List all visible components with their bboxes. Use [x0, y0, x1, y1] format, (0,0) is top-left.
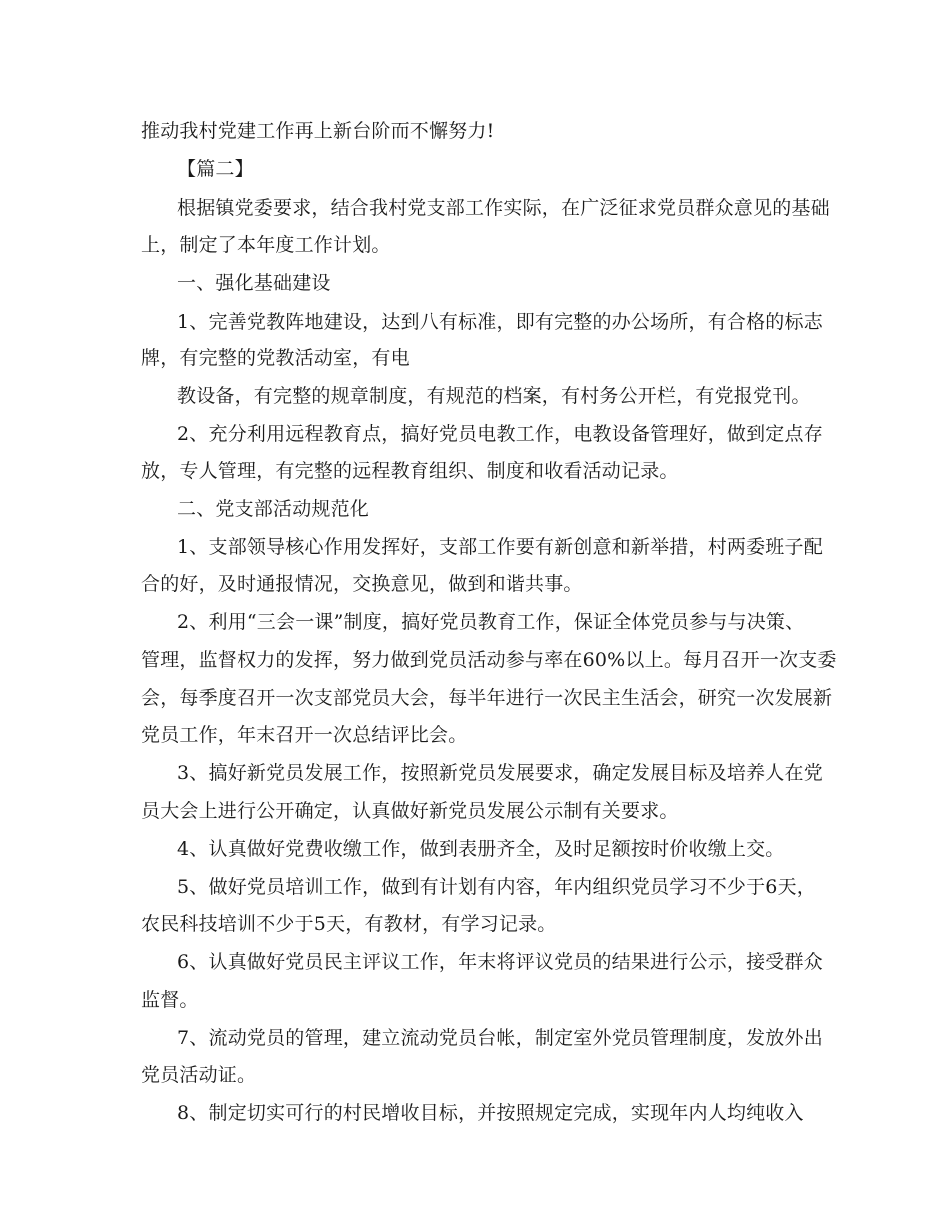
text-line: 7、流动党员的管理，建立流动党员台帐，制定室外党员管理制度，发放外出	[177, 1027, 823, 1049]
text-line: 党员活动证。	[141, 1064, 257, 1086]
text-line: 5、做好党员培训工作，做到有计划有内容，年内组织党员学习不少于6天，	[177, 876, 816, 898]
section-heading: 一、强化基础建设	[177, 272, 331, 294]
section-heading: 【篇二】	[177, 158, 254, 180]
section-heading: 二、党支部活动规范化	[177, 498, 370, 520]
text-line: 党员工作，年末召开一次总结评比会。	[141, 724, 468, 746]
text-line: 牌，有完整的党教活动室，有电	[141, 347, 410, 369]
text-line: 4、认真做好党费收缴工作，做到表册齐全，及时足额按时价收缴上交。	[177, 838, 785, 860]
text-line: 上，制定了本年度工作计划。	[141, 234, 391, 256]
text-line: 合的好，及时通报情况，交换意见，做到和谐共事。	[141, 573, 583, 595]
text-line: 放，专人管理，有完整的远程教育组织、制度和收看活动记录。	[141, 460, 679, 482]
text-line: 根据镇党委要求，结合我村党支部工作实际，在广泛征求党员群众意见的基础	[177, 197, 830, 219]
text-line: 8、制定切实可行的村民增收目标，并按照规定完成，实现年内人均纯收入	[177, 1102, 804, 1124]
text-line: 2、充分利用远程教育点，搞好党员电教工作，电教设备管理好，做到定点存	[177, 423, 823, 445]
text-line: 会，每季度召开一次支部党员大会，每半年进行一次民主生活会，研究一次发展新	[141, 687, 833, 709]
text-line: 教设备，有完整的规章制度，有规范的档案，有村务公开栏，有党报党刊。	[177, 385, 811, 407]
text-line: 监督。	[141, 989, 199, 1011]
text-line: 1、支部领导核心作用发挥好，支部工作要有新创意和新举措，村两委班子配	[177, 536, 823, 558]
text-line: 员大会上进行公开确定，认真做好新党员发展公示制有关要求。	[141, 800, 679, 822]
text-line: 管理，监督权力的发挥，努力做到党员活动参与率在60%以上。每月召开一次支委	[141, 649, 837, 671]
text-line: 3、搞好新党员发展工作，按照新党员发展要求，确定发展目标及培养人在党	[177, 762, 823, 784]
text-line: 2、利用“三会一课”制度，搞好党员教育工作，保证全体党员参与与决策、	[177, 611, 805, 633]
text-line: 农民科技培训不少于5天，有教材，有学习记录。	[141, 913, 557, 935]
text-line: 6、认真做好党员民主评议工作，年末将评议党员的结果进行公示，接受群众	[177, 951, 823, 973]
text-line: 推动我村党建工作再上新台阶而不懈努力!	[141, 120, 495, 142]
text-line: 1、完善党教阵地建设，达到八有标准，即有完整的办公场所，有合格的标志	[177, 311, 823, 333]
